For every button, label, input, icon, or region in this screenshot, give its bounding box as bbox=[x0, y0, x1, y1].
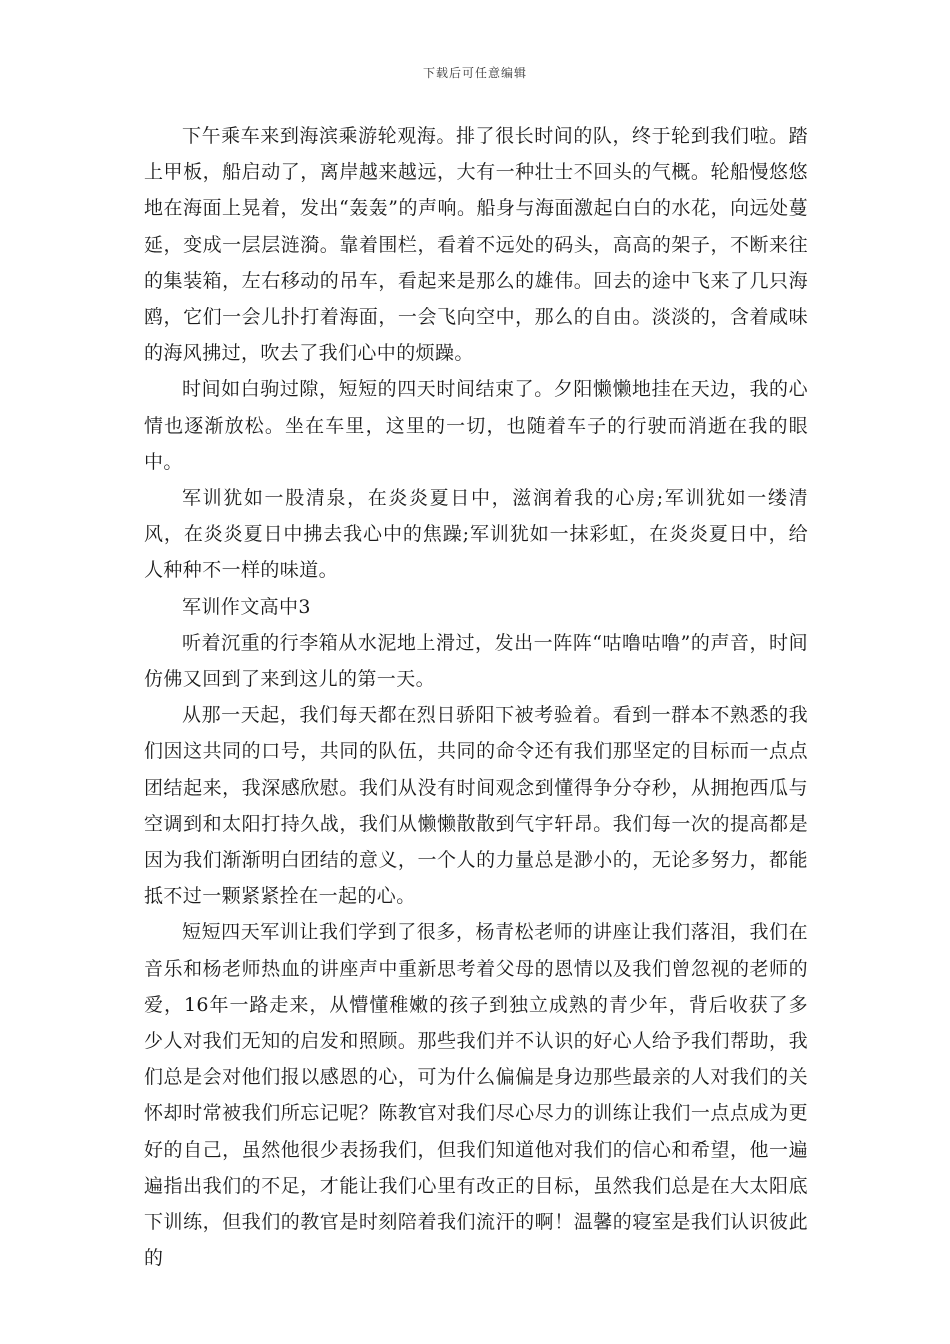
paragraph-lessons: 短短四天军训让我们学到了很多，杨青松老师的讲座让我们落泪，我们在音乐和杨老师热血的讲座声中重新思考着父母的恩情以及我们曾忽视的老师的爱，16年一路走来，从懵懂稚嫩的孩子到独立成熟的青少年，背后收获了多少人对我们无知的启发和照顾。那些我们并不认识的好心人给予我们帮助，我们总是会对他们报以感恩的心，可为什么偏偏是身边那些最亲的人对我们的关怀却时常被我们所忘记呢？陈教官对我们尽心尽力的训练让我们一点点成为更好的自己，虽然他很少表扬我们，但我们知道他对我们的信心和希望，他一遍遍指出我们的不足，才能让我们心里有改正的目标，虽然我们总是在大太阳底下训练，但我们的教官是时刻陪着我们流汗的啊！温馨的寝室是我们认识彼此的 bbox=[144, 921, 808, 1270]
paragraph-training-metaphor: 军训犹如一股清泉，在炎炎夏日中，滋润着我的心房;军训犹如一缕清风，在炎炎夏日中拂去我心中的焦躁;军训犹如一抹彩虹，在炎炎夏日中，给人种种不一样的味道。 bbox=[144, 487, 808, 582]
paragraph-luggage: 听着沉重的行李箱从水泥地上滑过，发出一阵阵“咕噜咕噜”的声音，时间仿佛又回到了来到这儿的第一天。 bbox=[144, 631, 808, 691]
article-body bbox=[144, 118, 808, 1277]
paragraph-sea-trip: 下午乘车来到海滨乘游轮观海。排了很长时间的队，终于轮到我们啦。踏上甲板，船启动了，离岸越来越远，大有一种壮士不回头的气概。轮船慢悠悠地在海面上晃着，发出“轰轰”的声响。船身与海面激起白白的水花，向远处蔓延，变成一层层涟漪。靠着围栏，看着不远处的码头，高高的架子，不断来往的集装箱，左右移动的吊车，看起来是那么的雄伟。回去的途中飞来了几只海鸥，它们一会儿扑打着海面，一会飞向空中，那么的自由。淡淡的，含着咸味的海风拂过，吹去了我们心中的烦躁。 bbox=[144, 125, 808, 365]
paragraph-time-passing: 时间如白驹过隙，短短的四天时间结束了。夕阳懒懒地挂在天边，我的心情也逐渐放松。坐在车里，这里的一切，也随着车子的行驶而消逝在我的眼中。 bbox=[144, 378, 808, 473]
paragraph-unity: 从那一天起，我们每天都在烈日骄阳下被考验着。看到一群本不熟悉的我们因这共同的口号，共同的队伍，共同的命令还有我们那坚定的目标而一点点团结起来，我深感欣慰。我们从没有时间观念到懂得争分夺秒，从拥抱西瓜与空调到和太阳打持久战，我们从懒懒散散到气宇轩昂。我们每一次的提高都是因为我们渐渐明白团结的意义，一个人的力量总是渺小的，无论多努力，都能抵不过一颗紧紧拴在一起的心。 bbox=[144, 704, 808, 908]
page-header: 下载后可任意编辑 bbox=[422, 66, 527, 80]
section-title: 军训作文高中3 bbox=[182, 595, 311, 618]
